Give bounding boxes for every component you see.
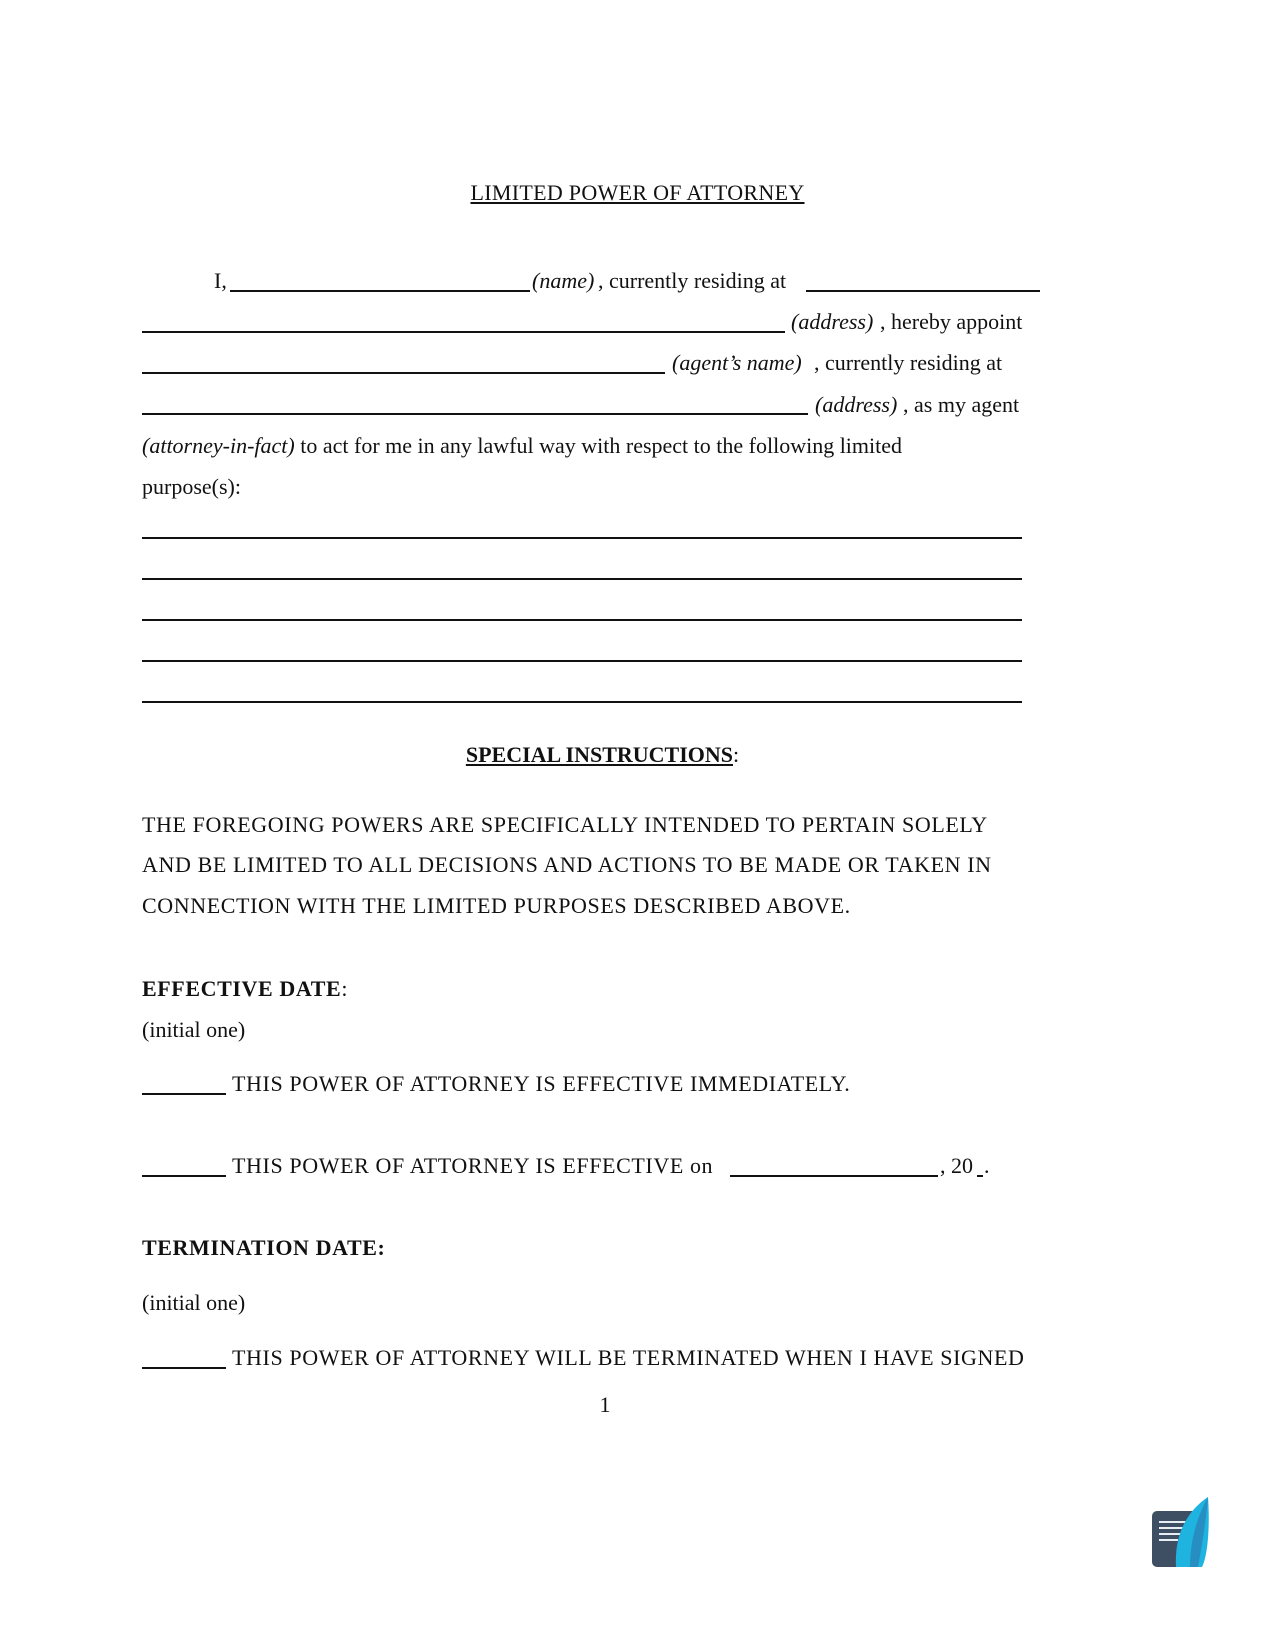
effective-year-field[interactable] (977, 1175, 983, 1177)
agent-name-hint: (agent’s name) (672, 350, 802, 375)
special-instructions-line-2: AND BE LIMITED TO ALL DECISIONS AND ACTIONS TO BE MADE OR TAKEN IN (142, 852, 992, 877)
effective-immediately-initial-field[interactable] (142, 1093, 226, 1095)
name-hint: (name) (532, 268, 595, 293)
address-hint-1: (address) (791, 309, 874, 334)
attorney-hint: (attorney-in-fact) (142, 433, 295, 458)
agent-residing-text: , currently residing at (814, 350, 1003, 375)
appoint-text: , hereby appoint (880, 309, 1023, 334)
special-instructions-line-1: THE FOREGOING POWERS ARE SPECIFICALLY INTENDED TO PERTAIN SOLELY (142, 812, 988, 837)
attorney-line (142, 433, 902, 459)
agent-address-field[interactable] (142, 413, 808, 415)
special-instructions-line-3: CONNECTION WITH THE LIMITED PURPOSES DESCRIBED ABOVE. (142, 893, 851, 918)
effective-date-colon: : (341, 976, 348, 1001)
effective-on-text: THIS POWER OF ATTORNEY IS EFFECTIVE on (232, 1153, 714, 1178)
effective-date-field[interactable] (730, 1175, 938, 1177)
principal-name-field[interactable] (230, 290, 530, 292)
effective-immediately-text: THIS POWER OF ATTORNEY IS EFFECTIVE IMMEDIATELY. (232, 1071, 851, 1096)
principal-address-field-2[interactable] (142, 331, 785, 333)
purposes-text: purpose(s): (142, 474, 241, 499)
effective-date-heading (142, 976, 347, 1002)
termination-option-text: THIS POWER OF ATTORNEY WILL BE TERMINATED WHEN I HAVE SIGNED (232, 1345, 1025, 1370)
special-instructions-heading (0, 742, 1205, 768)
principal-address-field-1[interactable] (806, 290, 1040, 292)
address-hint-2: (address) (815, 392, 898, 417)
act-text: to act for me in any lawful way with respect to the following limited (294, 433, 903, 458)
purpose-line-1[interactable] (142, 537, 1022, 539)
purpose-line-4[interactable] (142, 660, 1022, 662)
effective-year-prefix: , 20 (940, 1153, 973, 1178)
effective-date-instruction: (initial one) (142, 1017, 246, 1042)
special-instructions-title: SPECIAL INSTRUCTIONS (465, 742, 733, 767)
purpose-line-2[interactable] (142, 578, 1022, 580)
termination-date-heading: TERMINATION DATE: (142, 1235, 386, 1260)
purpose-line-5[interactable] (142, 701, 1022, 703)
as-agent-text: , as my agent (903, 392, 1020, 417)
residing-text: , currently residing at (598, 268, 787, 293)
effective-on-date-initial-field[interactable] (142, 1175, 226, 1177)
intro-i-prefix: I, (214, 268, 227, 293)
purpose-line-3[interactable] (142, 619, 1022, 621)
page-number: 1 (599, 1392, 611, 1417)
termination-initial-field[interactable] (142, 1367, 226, 1369)
special-instructions-colon: : (733, 742, 740, 767)
agent-name-field[interactable] (142, 372, 665, 374)
effective-year-end: . (984, 1153, 990, 1178)
effective-date-title: EFFECTIVE DATE (142, 976, 342, 1001)
termination-date-instruction: (initial one) (142, 1290, 246, 1315)
document-quill-icon (1150, 1495, 1210, 1569)
document-title: LIMITED POWER OF ATTORNEY (470, 180, 805, 205)
